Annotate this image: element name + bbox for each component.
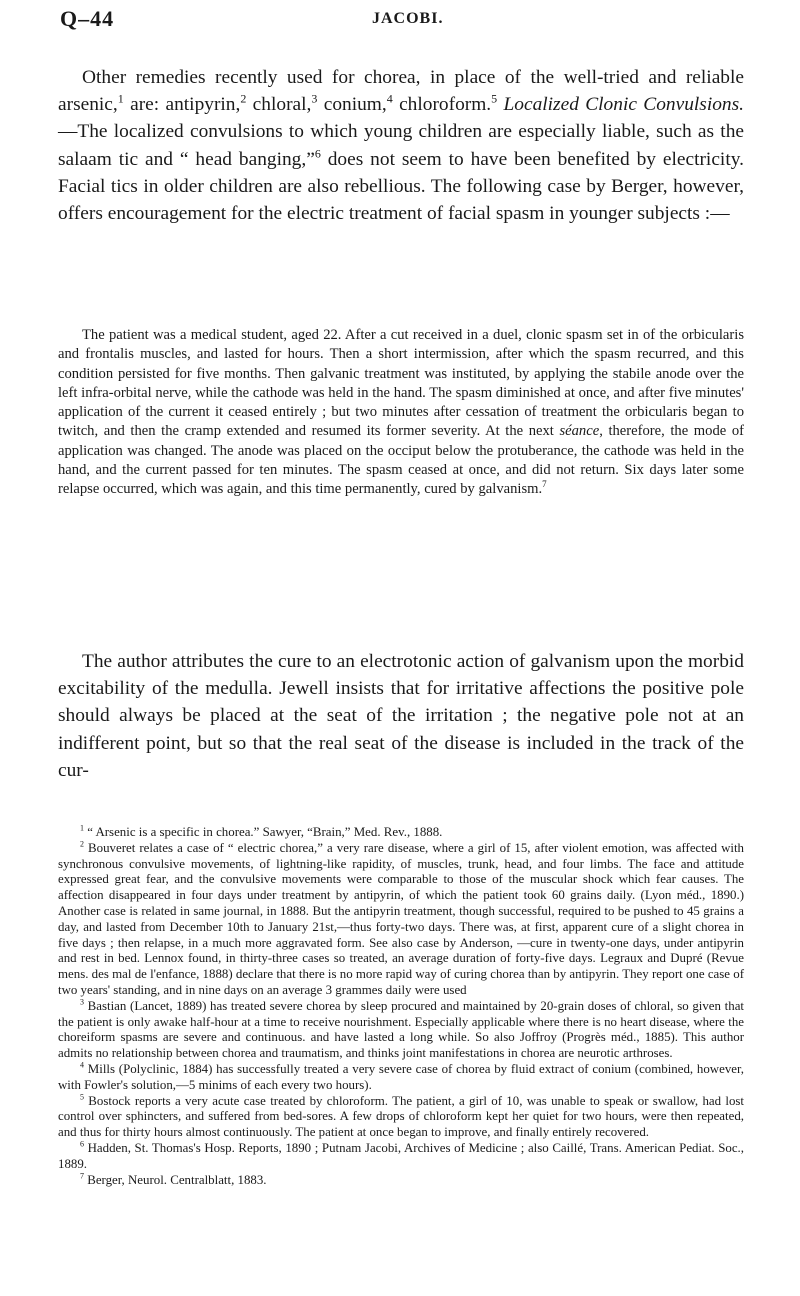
paragraph-electrotonic: The author attributes the cure to an electrotonic action of galvanism upon the morbid excitability of the medulla. Jewell insists that for irritative affections the positive pole should always be placed at the seat of the irritation ; the negative pole not at an indifferent point, but so that the real seat of the disease is included in the track of the cur- [58, 651, 744, 781]
paragraph-remedies: Other remedies recently used for chorea, in place of the well-tried and reliable arsenic,$^1$ are: antipyrin,$^2$ chloral,$^3$ conium,$^4$ chloroform.$^5$ Localized Clonic Convulsions.—The localized convulsions to which young children are especially liable, such as the salaam tic and “ head banging,”$^6$ does not seem to have been benefited by electricity. Facial tics in older children are also rebellious. The following case by Berger, however, offers encouragement for the electric treatment of facial spasm in younger subjects :— [58, 67, 744, 225]
footnote: $^3$ Bastian (Lancet, 1889) has treated severe chorea by sleep procured and maintained by 20-grain doses of chloral, so given that the patient is only awake half-hour at a time to receive nourishment. Especially applicable where there is no heart disease, where the choreiform spasms are severe and continuous. and have lasted a long while. So also Joffroy (Progrès méd., 1885). This author admits no relationship between chorea and traumatism, and thinks joint manifestations in chorea are neurotic arthroses. [58, 997, 744, 1061]
footnote: $^7$ Berger, Neurol. Centralblatt, 1883. [80, 1171, 267, 1187]
footnote: $^2$ Bouveret relates a case of “ electric chorea,” a very rare disease, where a girl of 15, after violent emotion, was affected with synchronous convulsive movements, of lightning-like rapidity, of muscles, trunk, head, and four limbs. The face and attitude expressed great fear, and the convulsive movements were comparable to those of the muscular shock which fear causes. The affection disappeared in four days under treatment by antipyrin, of which the patient took 60 grains daily. (Lyon méd., 1890.) Another case is related in same journal, in 1888. But the antipyrin treatment, though successful, required to be pushed to 45 grains a day, and lasted from December 10th to January 21st,—thus forty-two days. There was, at first, apparent cure of a slight chorea in five days ; then relapse, in a much more aggravated form. See also case by Anderson, —cure in twenty-one days, under antipyrin and rest in bed. Lennox found, in thirty-three cases so treated, an average duration of forty-five days. Legraux and Dupré (Revue mens. des mal de l'enfance, 1888) declare that there is no more rapid way of curing chorea than by antipyrin. They report one case of two years' standing, and in nine days on an average 3 grammes daily were used [58, 839, 744, 997]
running-head: JACOBI. [372, 10, 444, 27]
footnote: $^5$ Bostock reports a very acute case treated by chloroform. The patient, a girl of 10, was unable to speak or swallow, had lost control over sphincters, and suffered from bed-sores. A few drops of chloroform kept her quiet for two hours, were then repeated, and thus for thirty hours almost continuously. The patient at once began to improve, and finally entirely recovered. [58, 1092, 744, 1140]
footnote-ref: 1 [117, 91, 124, 106]
footnote: $^4$ Mills (Polyclinic, 1884) has successfully treated a very severe case of chorea by fluid extract of conium (combined, however, with Fowler's solution,—5 minims of each every two hours). [58, 1060, 744, 1092]
footnote: $^1$ “ Arsenic is a specific in chorea.” Sawyer, “Brain,” Med. Rev., 1888. [80, 823, 443, 839]
footnote: $^6$ Hadden, St. Thomas's Hosp. Reports, 1890 ; Putnam Jacobi, Archives of Medicine ; also Caillé, Trans. American Pediat. Soc., 1889. [58, 1139, 744, 1171]
footnote-ref: 4 [386, 91, 393, 106]
footnotes [58, 825, 744, 1188]
footnote-ref: 7 [542, 479, 547, 490]
footnote-ref: 5 [491, 91, 498, 106]
section-heading: Localized Clonic Convulsions. [503, 94, 744, 116]
footnote-ref: 2 [240, 91, 247, 106]
section-label: Q–44 [60, 6, 115, 31]
footnote-ref: 3 [311, 91, 318, 106]
footnote-ref: 6 [314, 146, 321, 161]
case-report: The patient was a medical student, aged 22. After a cut received in a duel, clonic spasm set in of the orbicularis and frontalis muscles, and lasted for hours. Then a short intermission, after which the spasm recurred, and this condition persisted for five months. Then galvanic treatment was instituted, by applying the stabile anode over the left infra-orbital nerve, while the cathode was held in the hand. The spasm diminished at once, and after five minutes' application of the current it ceased entirely ; but two minutes after cessation of treatment the orbicularis began to twitch, and then the cramp extended and resumed its former severity. At the next séance, therefore, the mode of application was changed. The anode was placed on the occiput below the protuberance, the cathode was held in the hand, and the current passed for ten minutes. The spasm ceased at once, and did not return. Six days later some relapse occurred, which was again, and this time permanently, cured by galvanism.$^7$ [58, 327, 744, 498]
